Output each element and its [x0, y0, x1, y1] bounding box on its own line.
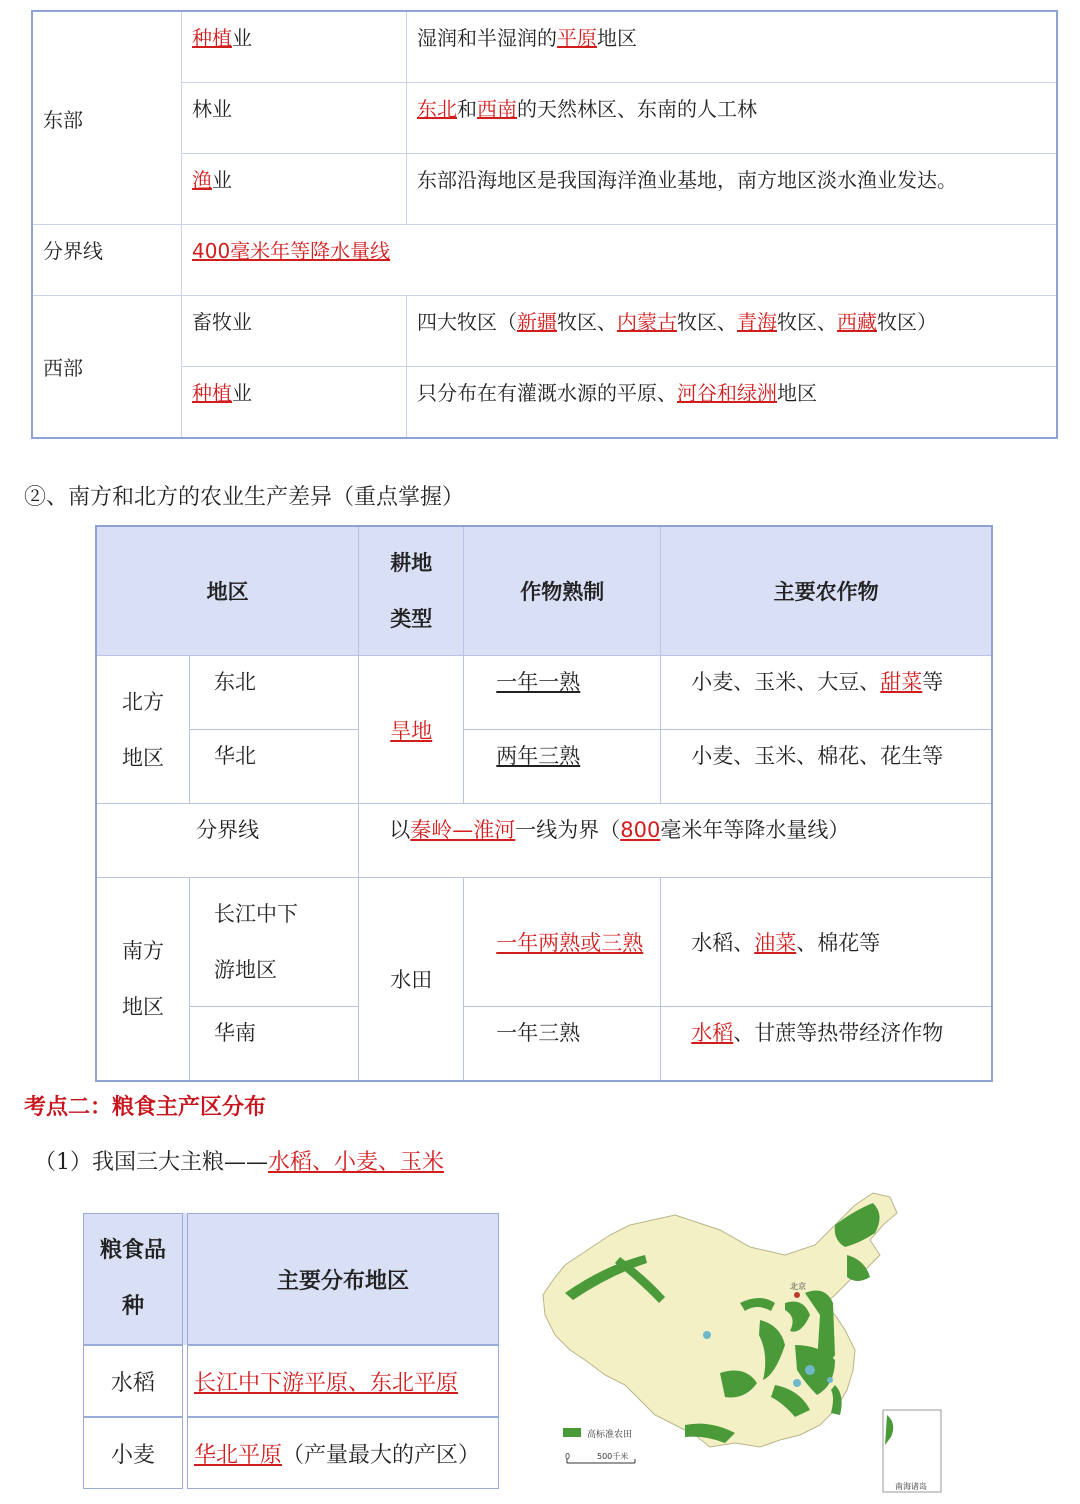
boundary-label: 分界线	[96, 804, 359, 878]
header-land-type: 耕地 类型	[359, 526, 464, 656]
north-land-type: 旱地	[359, 656, 464, 804]
plain-text: 的天然林区、东南的人工林	[517, 97, 757, 121]
south-crop-system: 一年三熟	[464, 1007, 661, 1081]
highlight-text: 新疆	[517, 310, 557, 334]
header-region: 地区	[96, 526, 359, 656]
inset-label: 南海诸岛	[895, 1482, 927, 1491]
south-land-type: 水田	[359, 878, 464, 1081]
desc-cell	[407, 367, 1058, 439]
header-main-area: 主要分布地区	[187, 1213, 499, 1345]
plain-text: 牧区、	[557, 310, 617, 334]
north-crop-system: 两年三熟	[464, 730, 661, 804]
capital-label: 北京	[790, 1282, 806, 1291]
south-sub-region: 华南	[190, 1007, 359, 1081]
plain-text: 湿润和半湿润的	[417, 26, 557, 50]
plain-text: 只分布在有灌溉水源的平原、	[417, 381, 677, 405]
plain-text: 牧区、	[677, 310, 737, 334]
plain-text: 地区	[597, 26, 637, 50]
scale-zero: 0	[565, 1452, 571, 1461]
grain-name: 小麦	[83, 1417, 183, 1489]
plain-text: 和	[457, 97, 477, 121]
plain-text: 牧区、	[777, 310, 837, 334]
highlight-text: 平原	[557, 26, 597, 50]
desc-cell	[407, 83, 1058, 154]
grain-area: 华北平原（产量最大的产区）	[187, 1417, 499, 1489]
highlight-text: 东北	[417, 97, 457, 121]
south-region-label: 南方 地区	[96, 878, 190, 1081]
grain-name: 水稻	[83, 1345, 183, 1417]
plain-text: 牧区）	[877, 310, 937, 334]
legend-swatch	[563, 1428, 581, 1437]
china-farmland-map	[535, 1185, 945, 1495]
north-sub-region: 东北	[190, 656, 359, 730]
plain-text: 四大牧区（	[417, 310, 517, 334]
south-crop-system: 一年两熟或三熟	[464, 878, 661, 1007]
north-main-crops: 小麦、玉米、棉花、花生等	[661, 730, 992, 804]
industry-cell: 林业	[182, 83, 407, 154]
south-main-crops: 水稻、油菜、棉花等	[661, 878, 992, 1007]
industry-cell: 畜牧业	[182, 296, 407, 367]
grain-area: 长江中下游平原、东北平原	[187, 1345, 499, 1417]
header-crop-system: 作物熟制	[464, 526, 661, 656]
east-west-agriculture-table	[31, 10, 1058, 439]
highlight-text: 青海	[737, 310, 777, 334]
section-heading-grain-areas: 考点二：粮食主产区分布	[24, 1095, 267, 1120]
north-south-agriculture-table	[95, 525, 993, 1082]
highlight-text: 西南	[477, 97, 517, 121]
legend-label: 高标准农田	[587, 1430, 633, 1440]
south-main-crops: 水稻、甘蔗等热带经济作物	[661, 1007, 992, 1081]
desc-cell	[407, 296, 1058, 367]
highlight-text: 西藏	[837, 310, 877, 334]
header-main-crops: 主要农作物	[661, 526, 992, 656]
section-heading-north-south: ②、南方和北方的农业生产差异（重点掌握）	[24, 485, 465, 510]
boundary-label: 分界线	[32, 225, 182, 296]
desc-cell	[407, 154, 1058, 225]
north-region-label: 北方 地区	[96, 656, 190, 804]
industry-cell: 渔业	[182, 154, 407, 225]
highlight-text: 河谷和绿洲	[677, 381, 777, 405]
north-main-crops: 小麦、玉米、大豆、甜菜等	[661, 656, 992, 730]
boundary-value: 400毫米年等降水量线	[182, 225, 1058, 296]
highlight-text: 内蒙古	[617, 310, 677, 334]
industry-cell: 种植业	[182, 367, 407, 439]
grain-distribution-table	[83, 1213, 499, 1489]
east-label: 东部	[32, 11, 182, 225]
west-label: 西部	[32, 296, 182, 439]
desc-cell	[407, 11, 1058, 83]
industry-cell: 种植业	[182, 11, 407, 83]
scale-label: 500千米	[597, 1452, 629, 1461]
plain-text: 地区	[777, 381, 817, 405]
north-crop-system: 一年一熟	[464, 656, 661, 730]
north-sub-region: 华北	[190, 730, 359, 804]
header-grain-type: 粮食品 种	[83, 1213, 183, 1345]
boundary-value: 以秦岭—淮河一线为界（800毫米年等降水量线）	[359, 804, 992, 878]
south-sub-region: 长江中下 游地区	[190, 878, 359, 1007]
plain-text: 东部沿海地区是我国海洋渔业基地，南方地区淡水渔业发达。	[417, 168, 957, 192]
capital-marker	[794, 1292, 800, 1298]
main-grains-line: （1）我国三大主粮——水稻、小麦、玉米	[34, 1150, 445, 1175]
